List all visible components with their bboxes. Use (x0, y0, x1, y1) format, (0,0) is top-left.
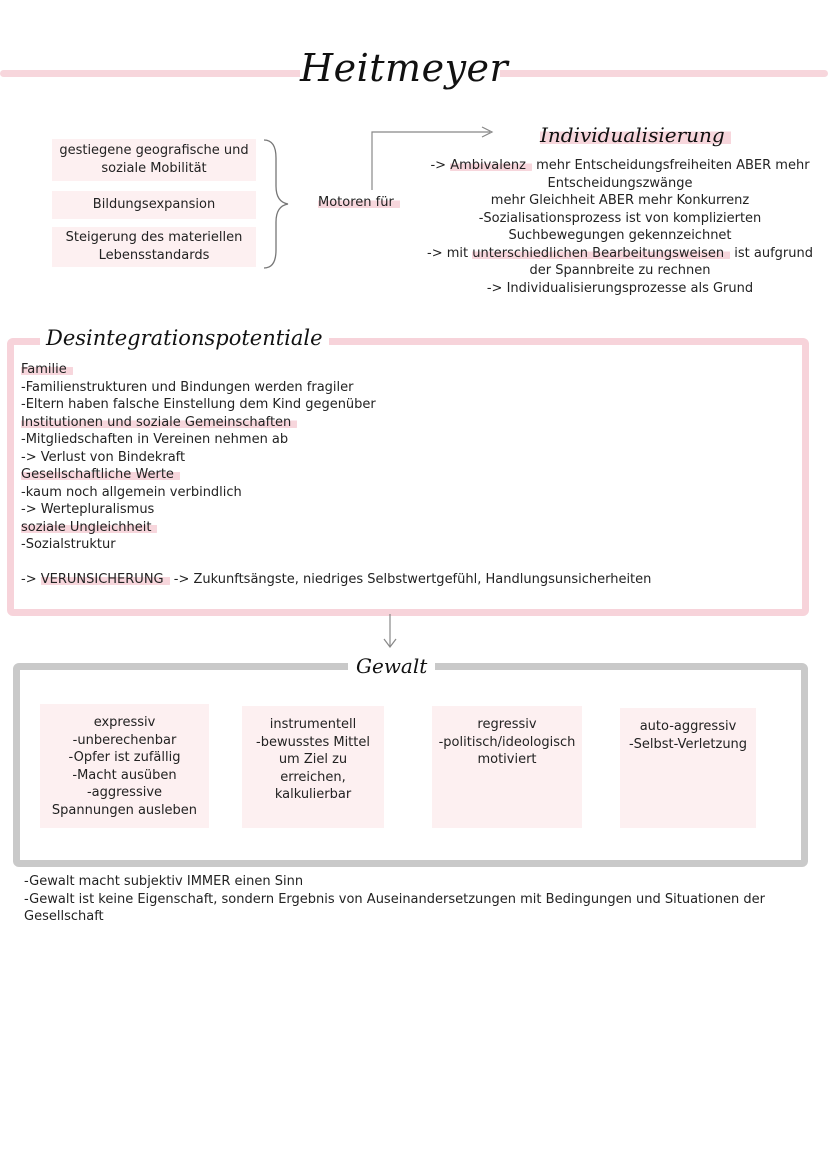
type-line: -aggressive (86, 785, 163, 800)
type-line: erreichen, (280, 769, 346, 785)
section-head-familie: Familie (21, 361, 651, 379)
list-item: -Sozialstruktur (21, 537, 116, 552)
note-line: -Gewalt macht subjektiv IMMER einen Sinn (24, 874, 304, 889)
cause-label: Bildungsexpansion (92, 197, 216, 212)
type-line: -Macht ausüben (72, 767, 177, 783)
note-line: -Gewalt ist keine Eigenschaft, sondern Ergebnis von Auseinandersetzungen mit Bedingungen und Situationen der (24, 891, 765, 907)
page-title: Heitmeyer (300, 46, 509, 90)
desintegration-content (21, 361, 651, 589)
cause-box-living-standard (52, 227, 256, 267)
gewalt-type-regressiv (432, 706, 582, 828)
type-line: expressiv (93, 715, 156, 730)
type-line: -Opfer ist zufällig (68, 750, 181, 765)
list-item: -kaum noch allgemein verbindlich (21, 484, 242, 500)
type-line: -politisch/ideologisch (438, 734, 576, 750)
list-item: -> Verlust von Bindekraft (21, 449, 186, 465)
summary-line: -> VERUNSICHERUNG -> Zukunftsängste, niedriges Selbstwertgefühl, Handlungsunsicherheiten (21, 572, 652, 587)
type-line: kalkulierbar (274, 787, 352, 802)
type-line: Spannungen ausleben (51, 802, 198, 818)
spacer (21, 554, 651, 572)
individualisierung-line: -> Ambivalenz mehr Entscheidungsfreiheiten ABER mehr (430, 158, 810, 173)
individualisierung-line: Entscheidungszwänge (547, 175, 693, 191)
notes (24, 873, 765, 926)
gewalt-type-expressiv (40, 704, 209, 828)
desintegration-heading: Desintegrationspotentiale (40, 326, 329, 350)
cause-box-education (52, 191, 256, 219)
section-head-werte: Gesellschaftliche Werte (21, 466, 651, 484)
individualisierung-line: -Sozialisationsprozess ist von komplizierten (478, 210, 762, 226)
type-line: -bewusstes Mittel (256, 734, 370, 750)
type-line: -Selbst-Verletzung (628, 736, 748, 752)
type-line: instrumentell (269, 717, 357, 732)
individualisierung-line: -> mit unterschiedlichen Bearbeitungsweisen ist aufgrund (427, 245, 813, 261)
type-line: auto-aggressiv (639, 719, 737, 734)
motor-label: Motoren für (318, 194, 400, 212)
list-item: -Mitgliedschaften in Vereinen nehmen ab (21, 432, 289, 447)
gewalt-type-instrumentell (242, 706, 384, 828)
gewalt-type-auto-aggressiv (620, 708, 756, 828)
arrow-down-icon (380, 612, 400, 650)
individualisierung-heading: Individualisierung (540, 123, 731, 147)
list-item: -> Wertepluralismus (21, 502, 155, 517)
individualisierung-text (420, 157, 820, 297)
individualisierung-line: Suchbewegungen gekennzeichnet (508, 228, 732, 243)
list-item: -Eltern haben falsche Einstellung dem Kind gegenüber (21, 397, 376, 412)
individualisierung-line: der Spannbreite zu rechnen (529, 263, 711, 278)
section-head-institutionen: Institutionen und soziale Gemeinschaften (21, 414, 651, 432)
cause-box-mobility (52, 139, 256, 181)
cause-label: gestiegene geografische und soziale Mobilität (59, 143, 249, 176)
type-line: motiviert (477, 752, 537, 767)
cause-label: Steigerung des materiellen Lebensstandards (65, 230, 243, 263)
section-head-ungleichheit: soziale Ungleichheit (21, 519, 651, 537)
individualisierung-line: mehr Gleichheit ABER mehr Konkurrenz (490, 193, 750, 208)
type-line: regressiv (477, 717, 537, 732)
individualisierung-line: -> Individualisierungsprozesse als Grund (486, 280, 754, 296)
gewalt-heading: Gewalt (348, 654, 435, 678)
type-line: um Ziel zu (278, 752, 348, 767)
type-line: -unberechenbar (72, 732, 177, 748)
note-line: Gesellschaft (24, 909, 104, 924)
list-item: -Familienstrukturen und Bindungen werden fragiler (21, 379, 354, 395)
